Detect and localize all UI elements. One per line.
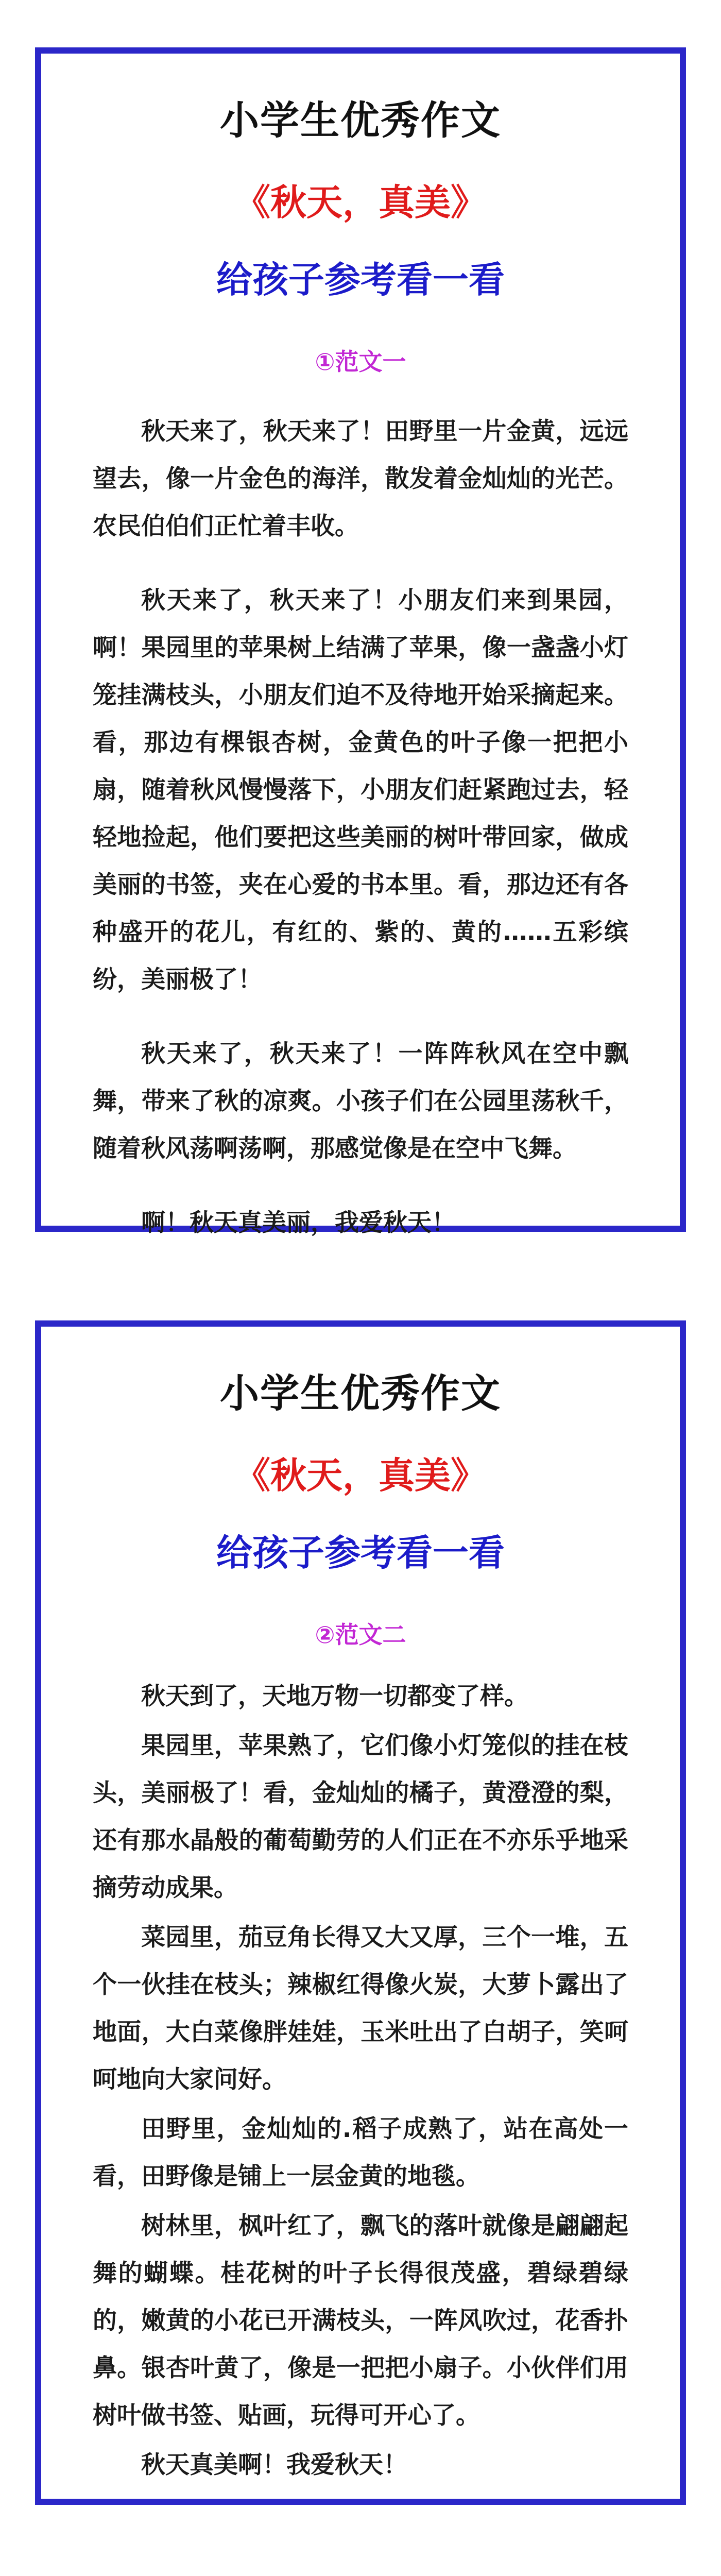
- paragraph: 果园里，苹果熟了，它们像小灯笼似的挂在枝头，美丽极了！看，金灿灿的橘子，黄澄澄的梨，还有那水晶般的葡萄勤劳的人们正在不亦乐乎地采摘劳动成果。: [93, 1732, 628, 1903]
- essay-tagline: 给孩子参考看一看: [216, 1532, 505, 1574]
- paragraph: 田野里，金灿灿的.稻子成熟了，站在高处一看，田野像是铺上一层金黄的地毯。: [93, 2115, 628, 2191]
- card-title: 小学生优秀作文: [220, 97, 501, 143]
- paragraph: 秋天来了，秋天来了！小朋友们来到果园，啊！果园里的苹果树上结满了苹果，像一盏盏小灯笼挂满枝头，小朋友们迫不及待地开始采摘起来。看，那边有棵银杏树，金黄色的叶子像一把把小扇，随着秋风慢慢落下，小朋友们赶紧跑过去，轻轻地捡起，他们要把这些美丽的树叶带回家，做成美丽的书签，夹在心爱的书本里。看，那边还有各种盛开的花儿，有红的、紫的、黄的……五彩缤纷，美丽极了！: [93, 586, 628, 994]
- essay-card-2: [35, 1320, 686, 2505]
- paragraph: 树林里，枫叶红了，飘飞的落叶就像是翩翩起舞的蝴蝶。桂花树的叶子长得很茂盛，碧绿碧绿的，嫩黄的小花已开满枝头，一阵风吹过，花香扑鼻。银杏叶黄了，像是一把把小扇子。小伙伴们用树叶做书签、贴画，玩得可开心了。: [93, 2212, 628, 2430]
- essay-title: 《秋天，真美》: [234, 181, 487, 224]
- essay-title: 《秋天，真美》: [234, 1454, 487, 1497]
- paragraph: 菜园里，茄豆角长得又大又厚，三个一堆，五个一伙挂在枝头；辣椒红得像火炭，大萝卜露出了地面，大白菜像胖娃娃，玉米吐出了白胡子，笑呵呵地向大家问好。: [93, 1923, 628, 2094]
- paragraph: 秋天真美啊！我爱秋天！: [141, 2451, 407, 2480]
- section-label: ②范文二: [315, 1621, 406, 1649]
- paragraph: 秋天到了，天地万物一切都变了样。: [141, 1682, 528, 1711]
- card-title: 小学生优秀作文: [220, 1370, 501, 1416]
- section-label: ①范文一: [315, 348, 406, 376]
- essay-card-1: [35, 47, 686, 1238]
- paragraph: 秋天来了，秋天来了！田野里一片金黄，远远望去，像一片金色的海洋，散发着金灿灿的光芒。农民伯伯们正忙着丰收。: [93, 417, 628, 541]
- essay-tagline: 给孩子参考看一看: [216, 259, 505, 301]
- paragraph: 啊！秋天真美丽，我爱秋天！: [141, 1209, 456, 1238]
- paragraph: 秋天来了，秋天来了！一阵阵秋风在空中飘舞，带来了秋的凉爽。小孩子们在公园里荡秋千，随着秋风荡啊荡啊，那感觉像是在空中飞舞。: [93, 1040, 628, 1163]
